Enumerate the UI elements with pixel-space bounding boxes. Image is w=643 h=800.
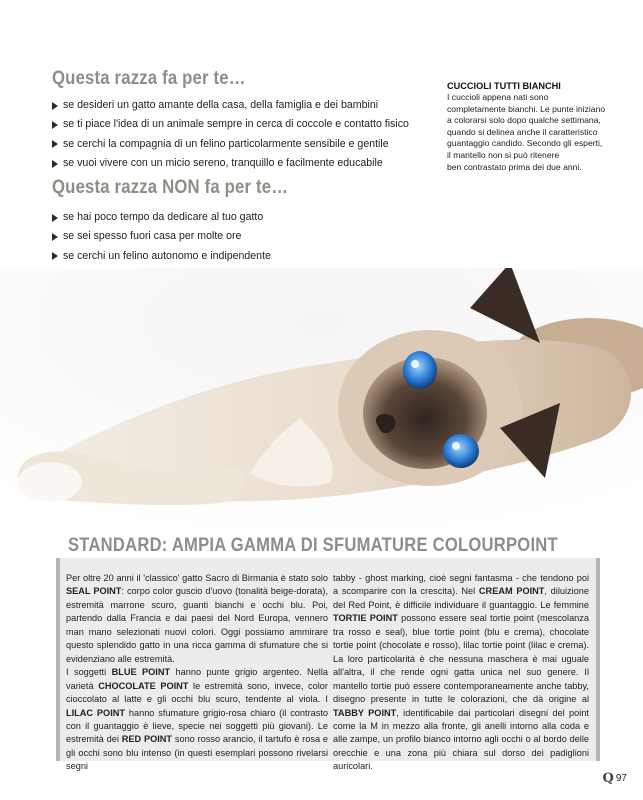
- list-item: se ti piace l'idea di un animale sempre in cerca di coccole e contatto fisico: [52, 115, 412, 134]
- standard-paragraph: I soggetti BLUE POINT hanno punte grigio argenteo. Nella varietà CHOCOLATE POINT le estremità sono, invece, color cioccolato al latte e gli occhi blu scuro, tendente al viola. I LILAC POINT hanno sfumature grigio-rosa chiaro (il contrasto con il guantaggio è lieve, specie nei soggetti più giovani). Le estremità dei RED POINT sono rosso arancio, il tartufo è rosa e gli occhi sono blu intenso (in questi esemplari possono rivelarsi segni: [66, 667, 328, 772]
- list-for-you: [52, 96, 412, 173]
- sidebar-title: CUCCIOLI TUTTI BIANCHI: [447, 81, 561, 91]
- sidebar-kittens: [447, 81, 617, 173]
- list-item: se cerchi un felino autonomo e indipendente: [52, 247, 412, 266]
- bullet-arrow-icon: [52, 233, 58, 241]
- list-not-for-you: [52, 208, 412, 266]
- standard-paragraph: Per oltre 20 anni il 'classico' gatto Sacro di Birmania è stato solo SEAL POINT: corpo color guscio d'uovo (tonalità beige-dorata), estremità marrone scuro, guanti bianchi e occhi blu. Poi, partendo dalla Francia e dai paesi del Nord Europa, vennero man mano selezionati nuovi colori. Oggi possiamo ammirare questo splendido gatto in una ricca gamma di sfumature che si evidenziano alle estremità.: [66, 573, 329, 664]
- page-number: [603, 771, 627, 786]
- cat-eye-upper: [403, 351, 437, 389]
- standard-column-right: [333, 572, 589, 774]
- bullet-arrow-icon: [52, 140, 58, 148]
- sidebar-text: I cuccioli appena nati sono completamente bianchi. Le punte iniziano a colorarsi solo dopo qualche settimana, quando si delinea anche il caratteristico guantaggio candido. Secondo gli esperti, il mantello non si può ritenere ben contrastato prima dei due anni.: [447, 92, 606, 172]
- list-item: se cerchi la compagnia di un felino particolarmente sensibile e gentile: [52, 135, 412, 154]
- bullet-arrow-icon: [52, 121, 58, 129]
- bullet-arrow-icon: [52, 214, 58, 222]
- list-item: se vuoi vivere con un micio sereno, tranquillo e facilmente educabile: [52, 154, 412, 173]
- cat-eye-lower: [443, 434, 479, 468]
- standard-heading: STANDARD: AMPIA GAMMA DI SFUMATURE COLOURPOINT: [68, 534, 558, 556]
- heading-not-for-you: Questa razza NON fa per te…: [52, 177, 289, 198]
- standard-paragraph: tabby - ghost marking, cioè segni fantasma - che tendono poi a scomparire con la crescita). Nel CREAM POINT, diluizione del Red Point, è difficile individuare il guantaggio. Le femmine TORTIE POINT possono essere seal tortie point (mescolanza tra rosso e seal), blue tortie point (blu e crema), chocolate tortie point (chocolate e rosso), lilac tortie point (lilac e crema). La loro particolarità è che nessuna maschera è mai uguale all'altra, il che rende ogni gatta unica nel suo genere. Il mantello tortie può essere contemporaneamente anche tabby, disegno presente in tutte le colorazioni, che dà origine al TABBY POINT, identificabile dai particolari disegni del point come la M in mezzo alla fronte, gli anelli intorno alla coda e alle zampe, un profilo bianco intorno agli occhi o al bordo delle orecchie e una zona più chiara sul dorso dei padiglioni auricolari.: [333, 573, 589, 772]
- list-item: se hai poco tempo da dedicare al tuo gatto: [52, 208, 412, 227]
- heading-for-you: Questa razza fa per te…: [52, 68, 246, 89]
- standard-column-left: [66, 572, 328, 774]
- bullet-arrow-icon: [52, 160, 58, 168]
- magazine-logo: Q: [602, 771, 614, 786]
- cat-photo: [0, 268, 643, 540]
- bullet-arrow-icon: [52, 252, 58, 260]
- page-number-value: 97: [615, 773, 627, 784]
- list-item: se desideri un gatto amante della casa, della famiglia e dei bambini: [52, 96, 412, 115]
- cat-white-glove: [18, 462, 82, 502]
- list-item: se sei spesso fuori casa per molte ore: [52, 227, 412, 246]
- bullet-arrow-icon: [52, 102, 58, 110]
